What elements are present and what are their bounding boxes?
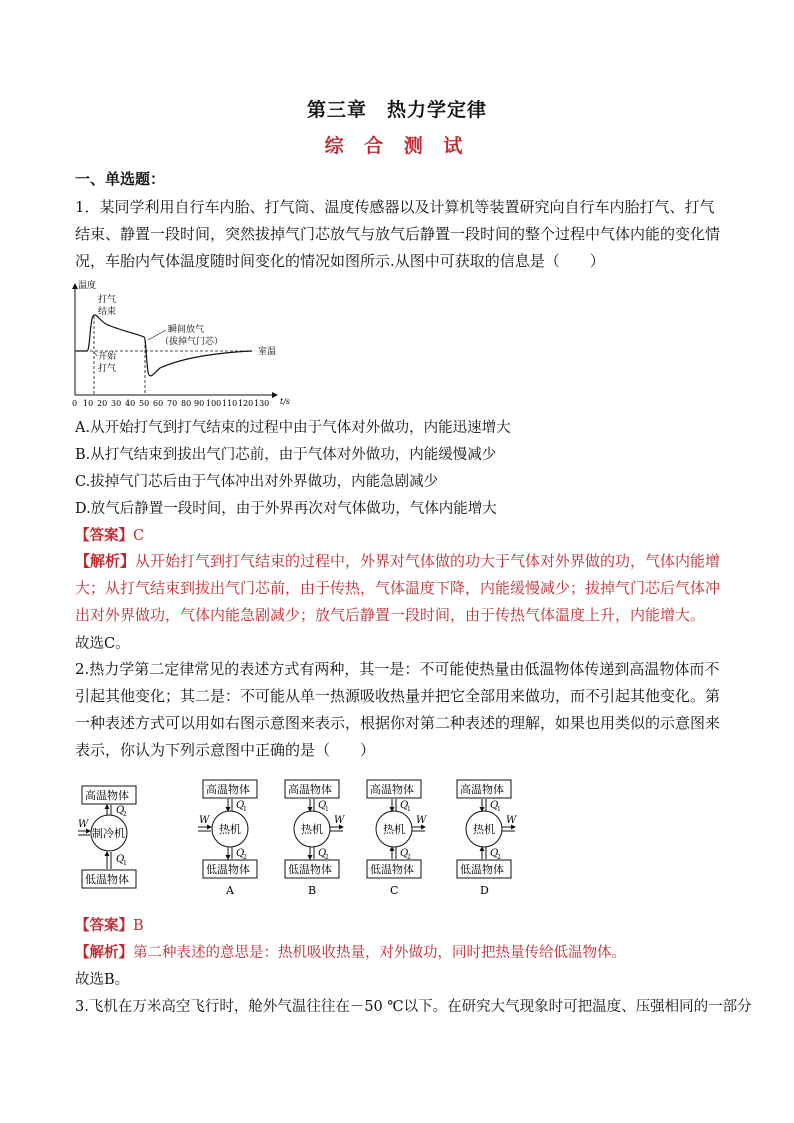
engine-label: 热机 [473, 823, 495, 836]
x-tick-label: 100 [206, 399, 222, 408]
q1-label: Q [236, 800, 245, 811]
analysis-1 [75, 548, 725, 629]
low-temp-box: 低温物体 [85, 873, 129, 886]
annotation-release-line1: 瞬间放气 [168, 325, 205, 335]
answer-label: 【答案】 [75, 527, 133, 544]
annotation-start-line2: 打气 [98, 364, 117, 374]
q1-subscript: 1 [123, 860, 127, 867]
x-tick-label: 110 [222, 399, 238, 408]
option-d: D.放气后静置一段时间，由于外界再次对气体做功，气体内能增大 [75, 501, 497, 517]
annotation-release-line2: （拔掉气门芯） [160, 337, 224, 347]
annotation-start-line1: 开始 [98, 352, 117, 362]
diagram-b [285, 780, 345, 897]
question-3-stem: 3.飞机在万米高空飞行时，舱外气温往往在－50 ℃以下。在研究大气现象时可把温度、压强相同的一部分 [75, 999, 752, 1015]
q1-subscript: 1 [325, 806, 329, 813]
q2-subscript: 2 [407, 854, 411, 861]
q1-label: Q [400, 800, 409, 811]
chapter-title: 第三章 热力学定律 [306, 99, 487, 121]
answer-value: C [133, 528, 145, 544]
refrigerator-diagram [78, 786, 136, 888]
question-1-stem: 1．某同学利用自行车内胎、打气筒、温度传感器以及计算机等装置研究向自行车内胎打气、打气结束、静置一段时间，突然拔掉气门芯放气与放气后静置一段时间的整个过程中气体内能的变化情况，车胎内气体温度随时间变化的情况如图所示.从图中可获取的信息是（ ） [75, 198, 721, 270]
section-heading: 一、单选题： [75, 170, 166, 188]
high-temp-box: 高温物体 [85, 789, 129, 802]
annotation-end-line2: 结束 [98, 307, 117, 317]
w-label: W [78, 819, 89, 830]
q2-label: Q [490, 848, 499, 859]
high-temp-box: 高温物体 [288, 783, 332, 796]
w-label: W [416, 815, 427, 826]
x-axis-label: t/s [280, 397, 291, 406]
q1-label: Q [116, 854, 125, 865]
temperature-time-graph [62, 280, 302, 412]
option-c: C.拔掉气门芯后由于气体冲出对外界做功，内能急剧减少 [75, 474, 439, 490]
option-a: A.从开始打气到打气结束的过程中由于气体对外做功，内能迅速增大 [75, 420, 511, 436]
y-axis-label: 温度 [78, 281, 97, 291]
analysis-label: 【解析】 [75, 552, 136, 570]
w-label: W [199, 815, 210, 826]
x-tick-label: 0 [72, 399, 78, 408]
answer-value: B [133, 918, 144, 934]
q2-subscript: 2 [243, 854, 247, 861]
q1-subscript: 1 [497, 806, 501, 813]
option-label-c: C [390, 884, 399, 897]
q1-label: Q [318, 800, 327, 811]
q2-subscript: 2 [497, 854, 501, 861]
engine-label: 热机 [383, 823, 405, 836]
annotation-room-temp: 室温 [258, 347, 277, 357]
option-label-d: D [480, 884, 489, 897]
conclusion-2: 故选B。 [75, 972, 130, 988]
x-tick-label: 20 [97, 399, 108, 408]
answer-label: 【答案】 [75, 917, 133, 934]
x-tick-label: 10 [83, 399, 94, 408]
conclusion-1: 故选C。 [75, 636, 130, 652]
low-temp-box: 低温物体 [288, 863, 332, 876]
low-temp-box: 低温物体 [460, 863, 504, 876]
question-2-stem: 2.热力学第二定律常见的表述方式有两种，其一是：不可能使热量由低温物体传递到高温物体而不引起其他变化；其二是：不可能从单一热源吸收热量并把它全部用来做功，而不引起其他变化。第一种表述方式可以用如右图示意图来表示，根据你对第二种表述的理解，如果也用类似的示意图来表示，你认为下列示意图中正确的是（ ） [75, 660, 721, 759]
x-tick-label: 70 [167, 399, 178, 408]
low-temp-box: 低温物体 [370, 863, 414, 876]
x-tick-label: 90 [194, 399, 205, 408]
engine-label: 热机 [219, 823, 241, 836]
annotation-end-line1: 打气 [98, 295, 117, 305]
engine-label: 热机 [301, 823, 323, 836]
analysis-text: 第二种表述的意思是：热机吸收热量，对外做功，同时把热量传给低温物体。 [133, 945, 626, 961]
q2-subscript: 2 [123, 811, 127, 818]
fridge-label: 制冷机 [92, 827, 125, 840]
w-label: W [506, 815, 517, 826]
q2-label: Q [236, 848, 245, 859]
analysis-text: 从开始打气到打气结束的过程中，外界对气体做的功大于气体对外界做的功，气体内能增大；从打气结束到拔出气门芯前，由于传热，气体温度下降，内能缓慢减少；拔掉气门芯后气体冲出对外界做功，气体内能急剧减少；放气后静置一段时间，由于传热气体温度上升，内能增大。 [75, 552, 721, 624]
high-temp-box: 高温物体 [370, 783, 414, 796]
x-tick-label: 80 [181, 399, 192, 408]
q1-subscript: 1 [407, 806, 411, 813]
x-tick-label: 30 [111, 399, 122, 408]
q1-label: Q [490, 800, 499, 811]
x-tick-label: 120 [238, 399, 254, 408]
analysis-2 [75, 941, 626, 962]
x-tick-label: 50 [139, 399, 150, 408]
q2-label: Q [116, 805, 125, 816]
test-subtitle: 综 合 测 试 [324, 135, 470, 157]
x-tick-label: 40 [125, 399, 136, 408]
q1-subscript: 1 [243, 806, 247, 813]
diagram-a [198, 780, 257, 897]
diagram-d [457, 780, 517, 897]
w-label: W [334, 815, 345, 826]
q2-subscript: 2 [325, 854, 329, 861]
high-temp-box: 高温物体 [206, 783, 250, 796]
high-temp-box: 高温物体 [460, 783, 504, 796]
heat-engine-diagrams [70, 775, 530, 900]
answer-1 [75, 524, 144, 545]
option-label-b: B [308, 884, 317, 897]
low-temp-box: 低温物体 [206, 863, 250, 876]
x-tick-label: 60 [153, 399, 164, 408]
answer-2 [75, 914, 144, 935]
option-label-a: A [226, 884, 234, 897]
q2-label: Q [400, 848, 409, 859]
option-b: B.从打气结束到拔出气门芯前，由于气体对外做功，内能缓慢减少 [75, 447, 497, 463]
diagram-c [367, 780, 427, 897]
x-tick-label: 130 [254, 399, 270, 408]
analysis-label: 【解析】 [75, 944, 133, 961]
q2-label: Q [318, 848, 327, 859]
